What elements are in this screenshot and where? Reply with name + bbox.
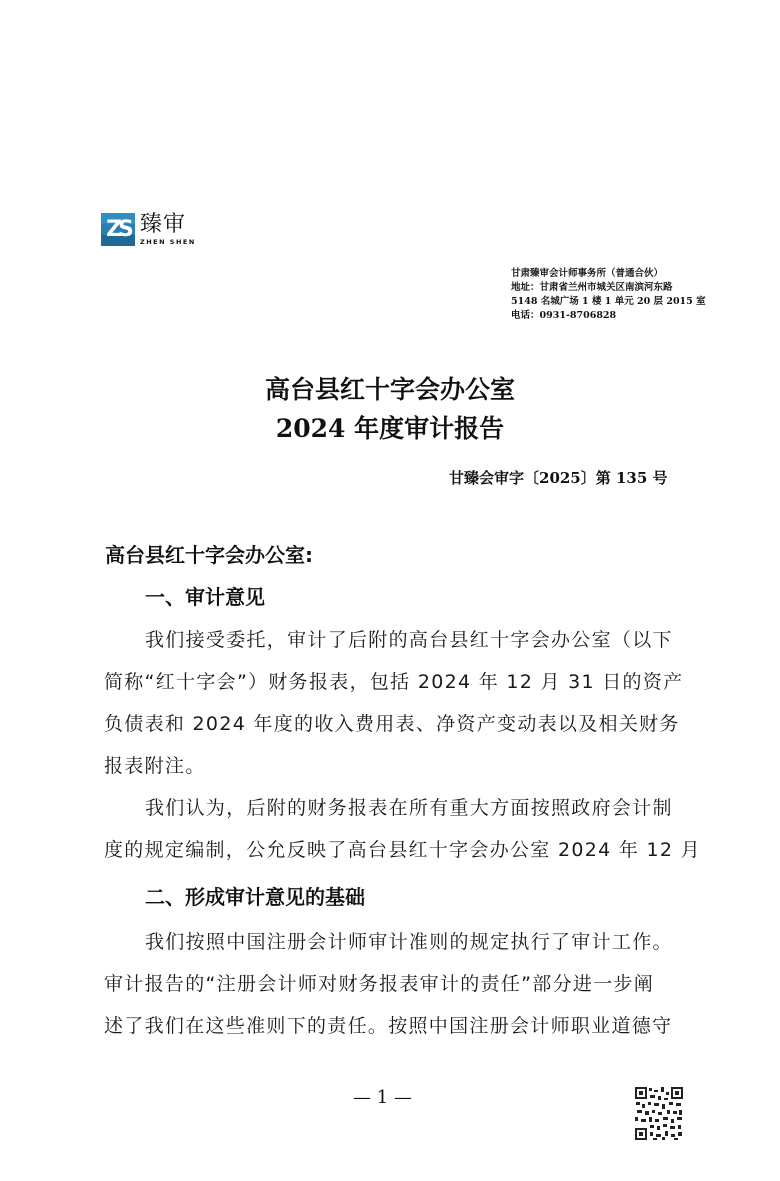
addressee: 高台县红十字会办公室:: [105, 543, 313, 567]
paragraph-line: 简称“红十字会”）财务报表，包括 2024 年 12 月 31 日的资产: [104, 671, 684, 693]
zs-logo-icon: ZS: [101, 213, 135, 246]
paragraph-line: 述了我们在这些准则下的责任。按照中国注册会计师职业道德守: [104, 1015, 673, 1037]
report-title-line-1: 高台县红十字会办公室: [264, 375, 515, 404]
paragraph-line: 度的规定编制，公允反映了高台县红十字会办公室 2024 年 12 月: [104, 839, 701, 861]
paragraph-line: 审计报告的“注册会计师对财务报表审计的责任”部分进一步阐: [104, 973, 655, 995]
document-number: 甘臻会审字〔2025〕第 135 号: [449, 469, 668, 487]
paragraph-line: 我们接受委托，审计了后附的高台县红十字会办公室（以下: [145, 629, 673, 651]
firm-address-2: 5148 名城广场 1 楼 1 单元 20 层 2015 室: [511, 296, 706, 307]
report-title-line-2: 2024 年度审计报告: [275, 414, 505, 443]
firm-logo: [101, 213, 196, 246]
logo-name-en: ZHEN SHEN: [140, 238, 196, 246]
qr-code-icon: [634, 1086, 684, 1141]
paragraph-line: 我们认为，后附的财务报表在所有重大方面按照政府会计制: [145, 797, 673, 819]
firm-phone: 电话：0931-8706828: [511, 310, 617, 321]
page-number: — 1 —: [353, 1087, 412, 1108]
firm-address-1: 地址：甘肃省兰州市城关区南滨河东路: [511, 282, 673, 293]
paragraph-line: 负债表和 2024 年度的收入费用表、净资产变动表以及相关财务: [104, 713, 680, 735]
logo-name-cn: 臻审: [140, 212, 187, 237]
paragraph-line: 我们按照中国注册会计师审计准则的规定执行了审计工作。: [145, 931, 673, 953]
firm-info: [511, 267, 706, 323]
section-heading-1: 一、审计意见: [145, 585, 265, 609]
paragraph-line: 报表附注。: [104, 755, 206, 777]
section-heading-2: 二、形成审计意见的基础: [145, 885, 365, 909]
firm-name: 甘肃臻审会计师事务所（普通合伙）: [511, 268, 664, 279]
